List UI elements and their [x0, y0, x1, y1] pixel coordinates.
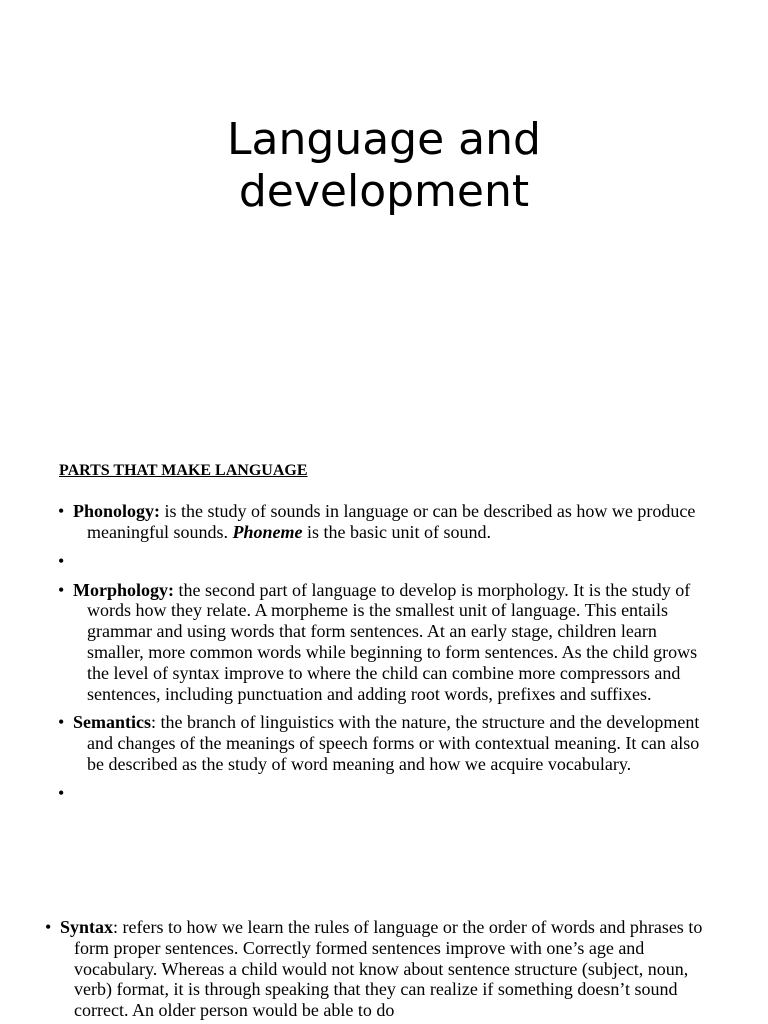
morphology-text: the second part of language to develop is morphology. It is the study of words how they relate. A morpheme is the smallest unit of language. This entails grammar and using words that form sentences. At an early stage, children learn smaller, more common words while beginning to form sentences. As the child grows the level of syntax improve to where the child can combine more compressors and sentences, including punctuation and adding root words, prefixes and suffixes.	[87, 579, 698, 704]
term-semantics: Semantics	[73, 712, 151, 733]
list-item-semantics	[58, 712, 718, 774]
bullet: •	[58, 579, 65, 600]
phonology-text: is the study of sounds in language or can be described as how we produce meaningful sounds.	[87, 501, 696, 542]
bullet: •	[58, 550, 65, 571]
bullet: •	[58, 782, 65, 803]
list-item-phonology	[58, 501, 718, 543]
phonology-text-end: is the basic unit of sound.	[302, 521, 491, 542]
term-phoneme: Phoneme	[232, 521, 303, 542]
title-line-1: Language and	[227, 114, 541, 165]
semantics-text: : the branch of linguistics with the nature, the structure and the development and changes of the meanings of speech forms or with contextual meaning. It can also be described as the study of word meaning and how we acquire vocabulary.	[87, 712, 700, 774]
term-morphology: Morphology:	[73, 579, 174, 600]
parts-list	[58, 501, 718, 812]
list-item-empty	[58, 783, 718, 804]
list-item-empty	[58, 551, 718, 572]
bullet: •	[58, 501, 65, 521]
slide-title	[0, 114, 768, 218]
bullet: •	[45, 917, 52, 937]
section-heading: PARTS THAT MAKE LANGUAGE	[59, 462, 308, 479]
term-syntax: Syntax	[60, 917, 114, 937]
list-item-morphology	[58, 580, 718, 705]
list-item-syntax	[45, 917, 705, 1021]
term-phonology: Phonology:	[73, 501, 161, 521]
syntax-list	[45, 917, 705, 1021]
title-line-2: development	[238, 166, 530, 217]
syntax-text: : refers to how we learn the rules of language or the order of words and phrases to form proper sentences. Correctly formed sentences improve with one’s age and vocabulary. Whereas a child would not know about sentence structure (subject, noun, verb) format, it is through speaking that they can realize if something doesn’t sound correct. An older person would be able to do	[74, 917, 703, 1021]
bullet: •	[58, 712, 65, 733]
